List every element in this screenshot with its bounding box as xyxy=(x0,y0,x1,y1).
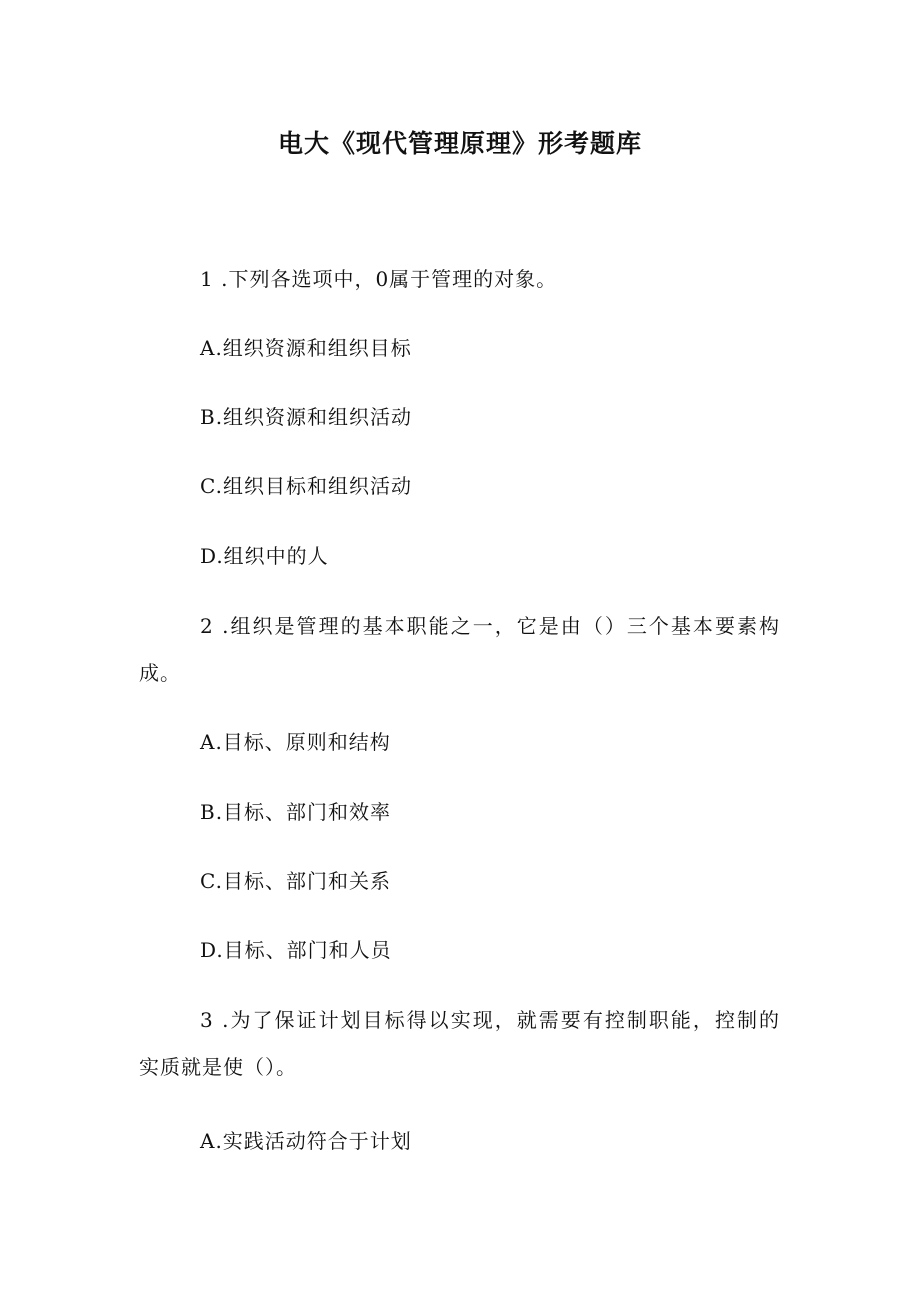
question-2-option-a: A.目标、原则和结构 xyxy=(200,730,391,754)
question-1-option-a: A.组织资源和组织目标 xyxy=(200,336,412,360)
question-1-option-b: B.组织资源和组织活动 xyxy=(200,405,413,429)
question-1-option-d: D.组织中的人 xyxy=(200,544,329,568)
question-2-stem-line-2: 成。 xyxy=(139,661,181,685)
question-1-stem: 1 .下列各选项中，0属于管理的对象。 xyxy=(200,267,558,291)
document-title: 电大《现代管理原理》形考题库 xyxy=(277,129,642,158)
question-3-stem-line-1: 3 .为了保证计划目标得以实现，就需要有控制职能，控制的 xyxy=(200,1008,780,1032)
question-2-option-b: B.目标、部门和效率 xyxy=(200,800,392,824)
question-2-option-c: C.目标、部门和关系 xyxy=(200,869,391,893)
question-3-stem-line-2: 实质就是使（）。 xyxy=(139,1055,297,1079)
question-2-stem-line-1: 2 .组织是管理的基本职能之一，它是由（）三个基本要素构 xyxy=(200,614,780,638)
question-3-option-a: A.实践活动符合于计划 xyxy=(200,1129,412,1153)
question-1-option-c: C.组织目标和组织活动 xyxy=(200,474,412,498)
question-2-option-d: D.目标、部门和人员 xyxy=(200,938,392,962)
